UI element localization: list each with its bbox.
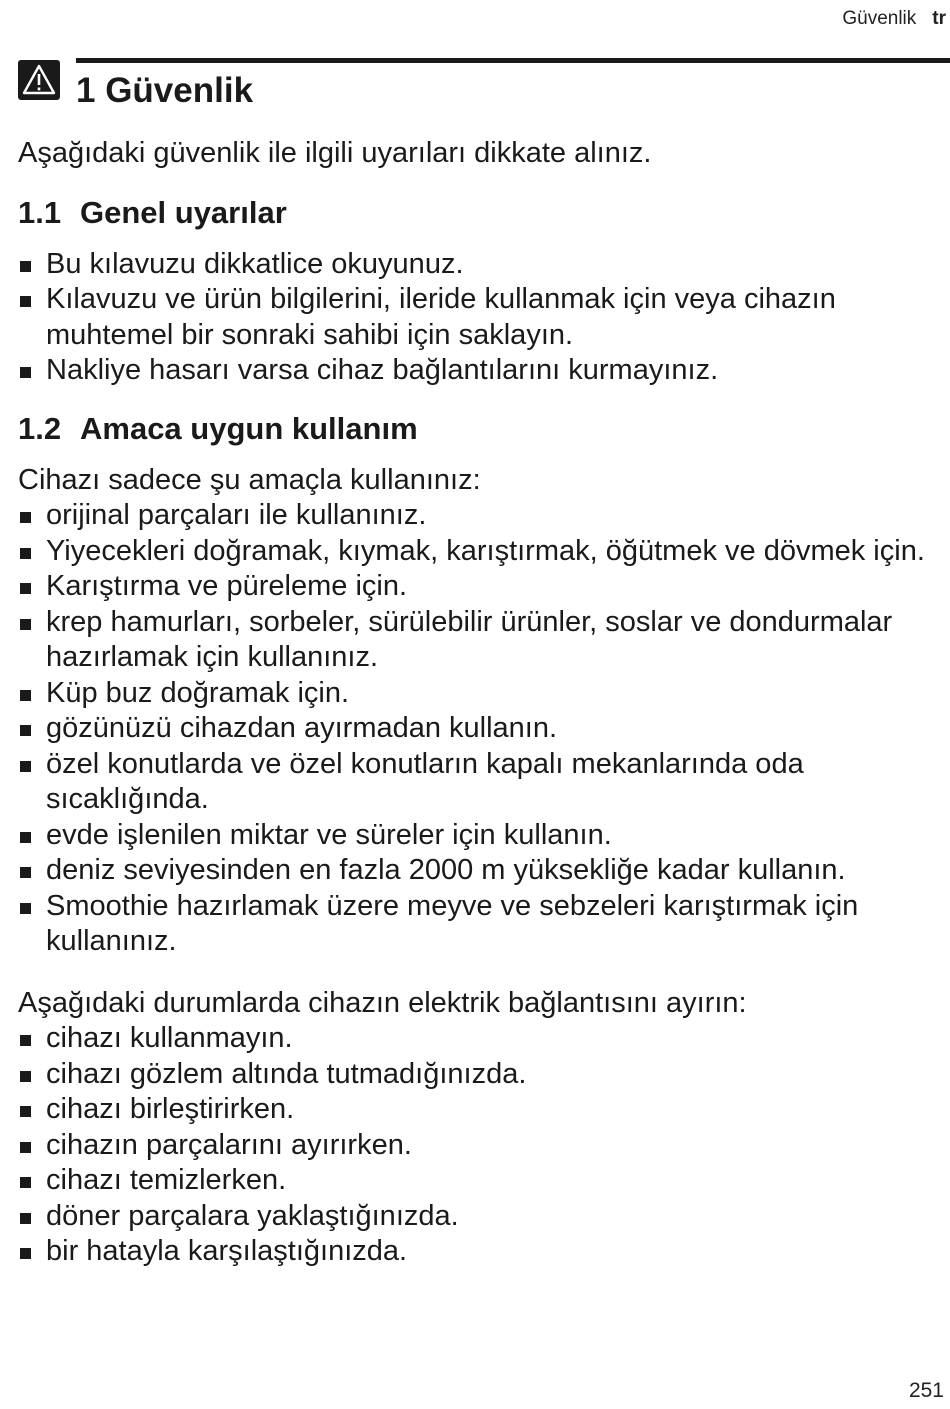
list-item: deniz seviyesinden en fazla 2000 m yüksekliğe kadar kullanın.: [18, 853, 943, 889]
list-item: cihazı temizlerken.: [18, 1163, 943, 1199]
list-item: Karıştırma ve püreleme için.: [18, 569, 943, 605]
header-section: Güvenlik: [842, 8, 917, 29]
section-title: Amaca uygun kullanım: [80, 410, 418, 446]
section-heading-1-1: [18, 193, 943, 233]
list-item: evde işlenilen miktar ve süreler için kullanın.: [18, 818, 943, 854]
list-item: cihazı birleştirirken.: [18, 1092, 943, 1128]
list-item: cihazı gözlem altında tutmadığınızda.: [18, 1057, 943, 1093]
disconnect-lead: Aşağıdaki durumlarda cihazın elektrik bağlantısını ayırın:: [18, 986, 747, 1019]
section-number: 1.2: [18, 410, 62, 446]
section-heading-1-2: [18, 409, 943, 449]
general-warnings-list: [18, 247, 943, 389]
chapter-number: 1: [76, 71, 96, 110]
header-language: tr: [932, 8, 946, 29]
chapter-title: [76, 68, 253, 114]
intended-use-lead: Cihazı sadece şu amaçla kullanınız:: [18, 463, 481, 496]
section-number: 1.1: [18, 194, 62, 230]
list-item: orijinal parçaları ile kullanınız.: [18, 498, 943, 534]
list-item: gözünüzü cihazdan ayırmadan kullanın.: [18, 711, 943, 747]
section-title: Genel uyarılar: [80, 194, 287, 230]
list-item: bir hatayla karşılaştığınızda.: [18, 1234, 943, 1270]
intended-use-list: [18, 498, 943, 960]
warning-triangle-icon: [18, 60, 60, 100]
list-item: Kılavuzu ve ürün bilgilerini, ileride kullanmak için veya cihazın muhtemel bir sonraki sahibi için saklayın.: [18, 282, 943, 353]
list-item: krep hamurları, sorbeler, sürülebilir ürünler, soslar ve dondurmalar hazırlamak için kullanınız.: [18, 605, 943, 676]
chapter-title-text: Güvenlik: [105, 71, 254, 110]
disconnect-list: [18, 1021, 943, 1270]
list-item: cihazı kullanmayın.: [18, 1021, 943, 1057]
list-item: Yiyecekleri doğramak, kıymak, karıştırmak, öğütmek ve dövmek için.: [18, 534, 943, 570]
running-header: [842, 8, 946, 30]
intro-text: Aşağıdaki güvenlik ile ilgili uyarıları dikkate alınız.: [18, 137, 652, 169]
header-rule: [76, 58, 950, 63]
list-item: Bu kılavuzu dikkatlice okuyunuz.: [18, 247, 943, 283]
list-item: Küp buz doğramak için.: [18, 676, 943, 712]
list-item: döner parçalara yaklaştığınızda.: [18, 1199, 943, 1235]
page-number: 251: [908, 1379, 944, 1402]
list-item: özel konutlarda ve özel konutların kapalı mekanlarında oda sıcaklığında.: [18, 747, 943, 818]
list-item: Smoothie hazırlamak üzere meyve ve sebzeleri karıştırmak için kullanınız.: [18, 889, 943, 960]
page-content: [18, 136, 943, 1270]
list-item: cihazın parçalarını ayırırken.: [18, 1128, 943, 1164]
list-item: Nakliye hasarı varsa cihaz bağlantılarını kurmayınız.: [18, 353, 943, 389]
